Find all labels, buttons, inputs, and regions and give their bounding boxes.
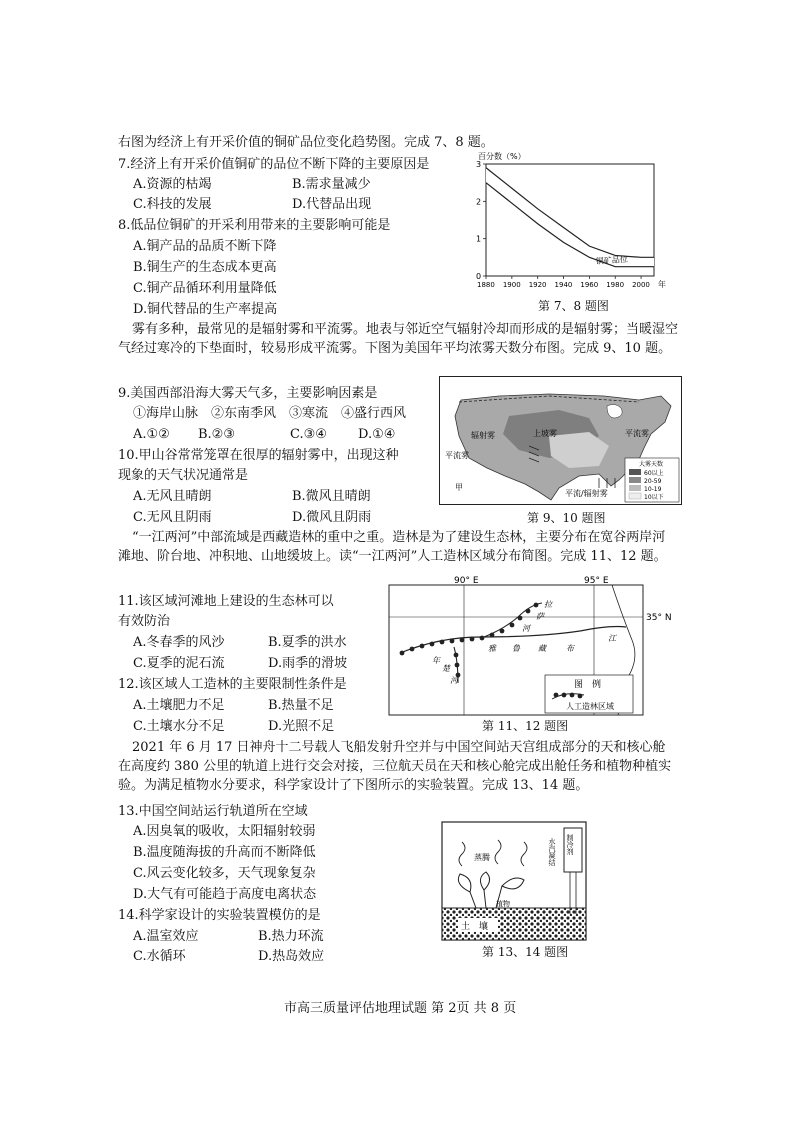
river-char-he1: 河 [522,624,530,633]
q7-stem: 7.经济上有开采价值铜矿的品位不断下降的主要原因是 [118,157,430,172]
tibet-legend [545,675,633,713]
legend-title: 大雾天数 [639,461,664,468]
river-char-bu: 布 [566,644,574,653]
lon-90: 90° E [454,576,479,586]
intro-9-10: 雾有多种，最常见的是辐射雾和平流雾。地表与邻近空气辐射冷却而形成的是辐射雾；当暖湿空气经过寒冷的下垫面时，较易形成平流雾。下图为美国年平均浓雾天数分布图。完成 9、10 题。 [118,322,679,356]
q9-option-c[interactable]: C.③④ [290,427,327,442]
q10-option-b[interactable]: B.微风且晴朗 [292,489,371,504]
page-footer: 市高三质量评估地理试题 第 2页 共 8 页 [284,1001,517,1016]
q7-option-d[interactable]: D.代替品出现 [292,197,372,212]
river-char-jiang: 江 [608,634,616,643]
q13-stem: 13.中国空间站运行轨道所在空域 [118,804,308,819]
q10-option-a[interactable]: A.无风且晴朗 [133,489,212,504]
river-char-la: 拉 [544,600,552,609]
q11-option-c[interactable]: C.夏季的泥石流 [133,656,225,671]
q8-option-d[interactable]: D.铜代替品的生产率提高 [133,302,278,317]
map-us-caption: 第 9、10 题图 [527,511,606,525]
q10-stem-line1: 10.甲山谷常常笼罩在很厚的辐射雾中，出现这种 [118,448,399,463]
lon-95: 95° E [584,576,609,586]
q11-stem-line1: 11.该区域河滩地上建设的生态林可以 [118,594,334,609]
q10-option-d[interactable]: D.微风且阴雨 [292,510,372,525]
q11-option-a[interactable]: A.冬春季的风沙 [133,635,225,650]
y-tick-label: 3 [476,160,482,169]
q14-option-b[interactable]: B.热力环流 [258,929,324,944]
q13-option-d[interactable]: D.大气有可能趋于高度电离状态 [133,887,317,902]
label-pingliu-east: 平流雾 [625,429,649,438]
q8-option-c[interactable]: C.铜产品循环利用量降低 [133,281,277,296]
river-char-nian: 年 [432,656,440,665]
q13-option-c[interactable]: C.风云变化较多，天气现象复杂 [133,866,316,881]
q9-statements: ①海岸山脉 ②东南季风 ③寒流 ④盛行西风 [133,406,407,421]
label-fushe: 辐射雾 [471,431,495,440]
copper-grade-chart [458,148,688,296]
x-tick-label: 1940 [554,281,573,289]
q11-option-d[interactable]: D.雨季的滑坡 [268,656,348,671]
x-tick-label: 1900 [502,281,521,289]
plant-label: 植物 [496,900,510,908]
q8-option-b[interactable]: B.铜生产的生态成本更高 [133,260,277,275]
legend-10: 10以下 [644,494,664,501]
legend-60: 60以上 [644,470,664,477]
q14-option-c[interactable]: C.水循环 [133,949,186,964]
q7-option-b[interactable]: B.需求量减少 [292,177,371,192]
q12-option-d[interactable]: D.光照不足 [268,719,335,734]
soil-label: 土 壤 [461,922,489,932]
tibet-afforestation-map [388,575,678,717]
intro-7-8: 右图为经济上有开采价值的铜矿品位变化趋势图。完成 7、8 题。 [118,135,494,150]
q9-option-a[interactable]: A.①② [133,427,170,442]
q10-option-c[interactable]: C.无风且阴雨 [133,510,212,525]
q10-stem-line2: 现象的天气状况通常是 [118,468,249,483]
q9-stem: 9.美国西部沿海大雾天气多，主要影响因素是 [118,386,378,401]
q14-stem: 14.科学家设计的实验装置模仿的是 [118,908,321,923]
q7-option-a[interactable]: A.资源的枯竭 [133,177,212,192]
river-char-ya: 雅 [488,644,496,653]
river-char-zang: 藏 [538,644,546,653]
us-fog-map [439,376,682,505]
chart-annotation: 铜矿品位 [595,254,629,266]
chart-ylabel: 百分数（%） [478,152,526,161]
tibet-legend-title: 图 例 [574,680,602,690]
x-tick-label: 1960 [580,281,599,289]
river-char-lu: 鲁 [512,644,520,653]
x-tick-label: 1920 [528,281,547,289]
river-char-he2: 河 [450,676,458,685]
chart-caption: 第 7、8 题图 [538,299,609,313]
q11-stem-line2: 有效防治 [118,614,171,629]
intro-11-12: “一江两河”中部流域是西藏造林的重中之重。造林是为了建设生态林，主要分布在宽谷两岸河滩地、阶台地、冲积地、山地缓坡上。读“一江两河”人工造林区域分布简图。完成 11、12 题。 [118,530,667,564]
device-caption: 第 13、14 题图 [482,945,569,959]
q14-option-d[interactable]: D.热岛效应 [258,949,325,964]
q8-option-a[interactable]: A.铜产品的品质不断下降 [133,239,277,254]
tibet-legend-item: 人工造林区域 [566,702,614,711]
river-char-chu: 楚 [442,664,450,673]
q8-stem: 8.低品位铜矿的开采利用带来的主要影响可能是 [118,218,391,233]
label-pingliu-fushe: 平流/辐射雾 [565,489,608,498]
experiment-device [440,820,590,942]
y-tick-label: 1 [476,234,482,244]
x-tick-label: 1880 [477,281,495,289]
q9-option-d[interactable]: D.①④ [358,427,396,442]
q12-stem: 12.该区域人工造林的主要限制性条件是 [118,677,347,692]
y-tick-label: 2 [476,197,482,207]
coolant-label: 制冷剂 [566,834,574,855]
q11-option-b[interactable]: B.夏季的洪水 [268,635,347,650]
intro-13-14: 2021 年 6 月 17 日神舟十二号载人飞船发射升空并与中国空间站天宫组成部分的天和核心舱在高度约 380 公里的轨道上进行交会对接，三位航天员在天和核心舱完成出舱任务和植物种植实验。为满足植物水分要求，科学家设计了下图所示的实验装置。完成 13、14 题。 [118,740,672,793]
fog-legend [625,458,679,502]
q7-option-c[interactable]: C.科技的发展 [133,197,212,212]
q12-option-a[interactable]: A.土壤肥力不足 [133,698,225,713]
label-jia: 甲 [455,483,463,492]
q9-option-b[interactable]: B.②③ [198,427,235,442]
label-pingliu-west: 平流雾 [445,451,469,460]
y-tick-label: 0 [476,272,482,281]
q12-option-c[interactable]: C.土壤水分不足 [133,719,225,734]
x-tick-label: 2000 [632,281,650,289]
transpiration-label: 蒸腾 [474,853,490,862]
q12-option-b[interactable]: B.热量不足 [268,698,334,713]
x-tick-label: 1980 [606,281,625,289]
q14-option-a[interactable]: A.温室效应 [133,929,199,944]
condensation-label: 水汽凝结 [548,838,556,866]
label-shangpo: 上坡雾 [533,429,557,438]
q13-option-b[interactable]: B.温度随海拔的升高而不断降低 [133,845,316,860]
x-axis-label: 年 [658,280,666,289]
map-tibet-caption: 第 11、12 题图 [482,719,569,733]
legend-10-19: 10-19 [644,486,662,493]
lat-35: 35° N [646,613,672,623]
river-char-sa: 萨 [536,612,544,621]
legend-20-59: 20-59 [644,478,662,485]
q13-option-a[interactable]: A.因臭氧的吸收，太阳辐射较弱 [133,824,316,839]
